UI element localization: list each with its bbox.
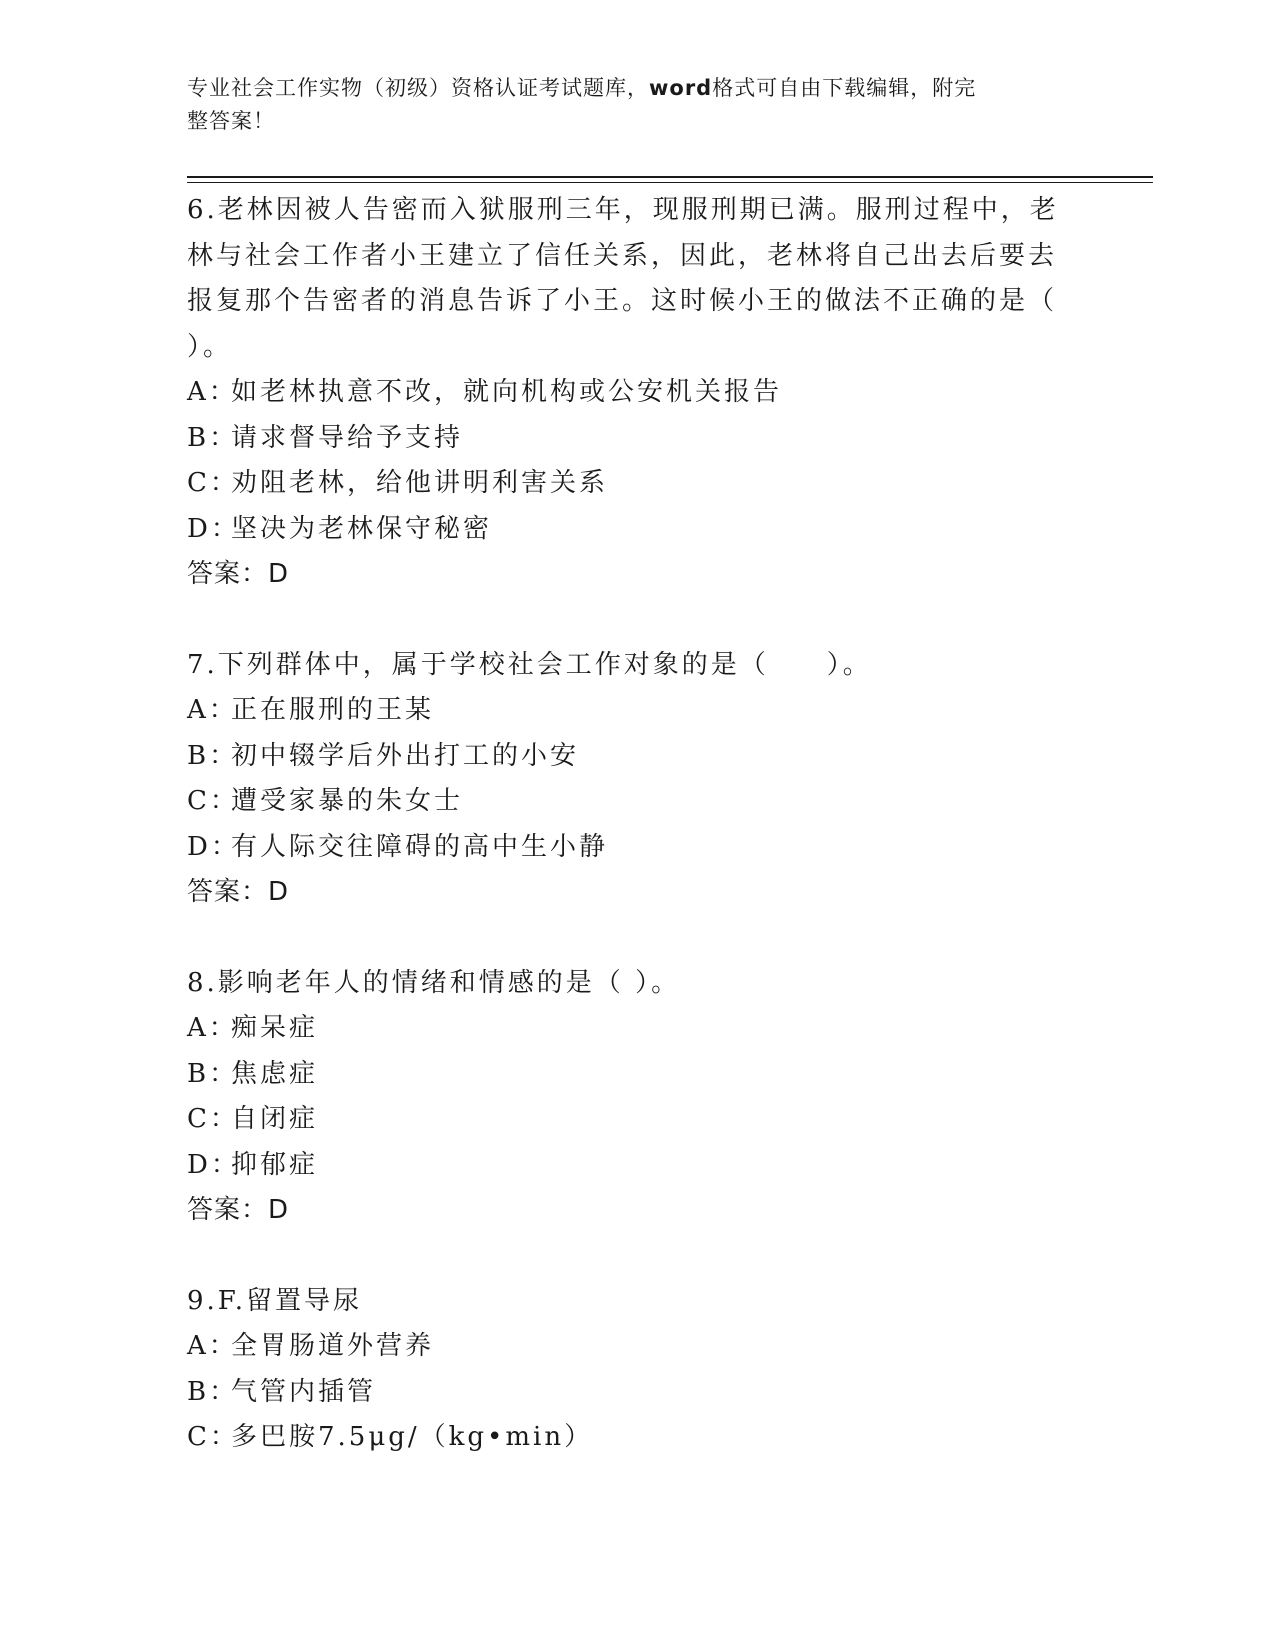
option-text: 焦虑症 [231, 1058, 319, 1089]
spacer [187, 916, 1087, 961]
option-d [187, 1143, 1087, 1189]
option-d [187, 825, 1087, 871]
option-label: A： [187, 377, 238, 407]
option-c [187, 1097, 1087, 1143]
option-a [187, 1324, 1087, 1370]
option-label: D： [187, 1149, 240, 1180]
option-text: 抑郁症 [231, 1149, 319, 1180]
option-a [187, 688, 1087, 734]
option-label: B： [187, 422, 239, 453]
option-label: C： [187, 468, 239, 498]
question-stem-line: 报复那个告密者的消息告诉了小王。这时候小王的做法不正确的是（ [187, 286, 1058, 316]
option-text: 有人际交往障碍的高中生小静 [231, 831, 609, 862]
option-c [187, 461, 1087, 507]
option-text: 初中辍学后外出打工的小安 [231, 740, 580, 771]
option-text: 痴呆症 [231, 1013, 319, 1043]
option-b [187, 416, 1087, 462]
option-label: B： [187, 1058, 239, 1089]
option-label: A： [187, 1013, 238, 1043]
question-7 [187, 643, 1087, 916]
option-text: 遭受家暴的朱女士 [231, 786, 464, 816]
answer-line: 答案：D [187, 1195, 290, 1225]
option-label: C： [187, 786, 239, 816]
question-6 [187, 188, 1087, 598]
option-text: 如老林执意不改，就向机构或公安机关报告 [231, 377, 783, 407]
option-label: D： [187, 513, 240, 544]
option-c [187, 1415, 1087, 1461]
option-text: 劝阻老林，给他讲明利害关系 [231, 468, 609, 498]
option-text: 正在服刑的王某 [231, 695, 435, 725]
option-label: C： [187, 1104, 239, 1134]
header-text-post: 格式可自由下载编辑，附完 [712, 76, 977, 100]
option-text: 请求督导给予支持 [231, 422, 464, 453]
header-text-word: word [649, 76, 713, 100]
option-text: 坚决为老林保守秘密 [231, 513, 493, 544]
option-label: C： [187, 1422, 239, 1452]
answer-line: 答案：D [187, 877, 290, 907]
option-text: 全胃肠道外营养 [231, 1331, 435, 1361]
option-label: A： [187, 1331, 238, 1361]
question-stem-line: 8.影响老年人的情绪和情感的是（ ）。 [187, 967, 681, 998]
option-b [187, 734, 1087, 780]
header-text-pre: 专业社会工作实物（初级）资格认证考试题库， [187, 76, 649, 100]
document-header [187, 72, 1067, 138]
answer-line: 答案：D [187, 559, 290, 589]
option-d [187, 507, 1087, 553]
option-a [187, 1006, 1087, 1052]
option-a [187, 370, 1087, 416]
option-text: 多巴胺7.5μg/（kg•min） [231, 1422, 594, 1452]
header-divider-thin [187, 182, 1153, 183]
question-stem-line: 林与社会工作者小王建立了信任关系，因此，老林将自己出去后要去 [187, 240, 1058, 271]
question-stem-line: 7.下列群体中，属于学校社会工作对象的是（ ）。 [187, 649, 872, 680]
option-label: B： [187, 1376, 239, 1407]
option-label: A： [187, 695, 238, 725]
option-label: D： [187, 831, 240, 862]
question-stem-line: 9.F.留置导尿 [187, 1285, 363, 1316]
option-b [187, 1052, 1087, 1098]
header-divider-thick [187, 176, 1153, 178]
option-text: 自闭症 [231, 1104, 319, 1134]
question-stem-line: ）。 [187, 331, 233, 362]
spacer [187, 598, 1087, 643]
option-label: B： [187, 740, 239, 771]
question-list [187, 188, 1087, 1461]
option-c [187, 779, 1087, 825]
question-8 [187, 961, 1087, 1234]
option-b [187, 1370, 1087, 1416]
option-text: 气管内插管 [231, 1376, 377, 1407]
question-9 [187, 1279, 1087, 1461]
header-line-1 [187, 72, 1067, 105]
header-line-2: 整答案！ [187, 109, 275, 133]
spacer [187, 1234, 1087, 1279]
question-stem-line: 6.老林因被人告密而入狱服刑三年，现服刑期已满。服刑过程中，老 [187, 195, 1059, 225]
